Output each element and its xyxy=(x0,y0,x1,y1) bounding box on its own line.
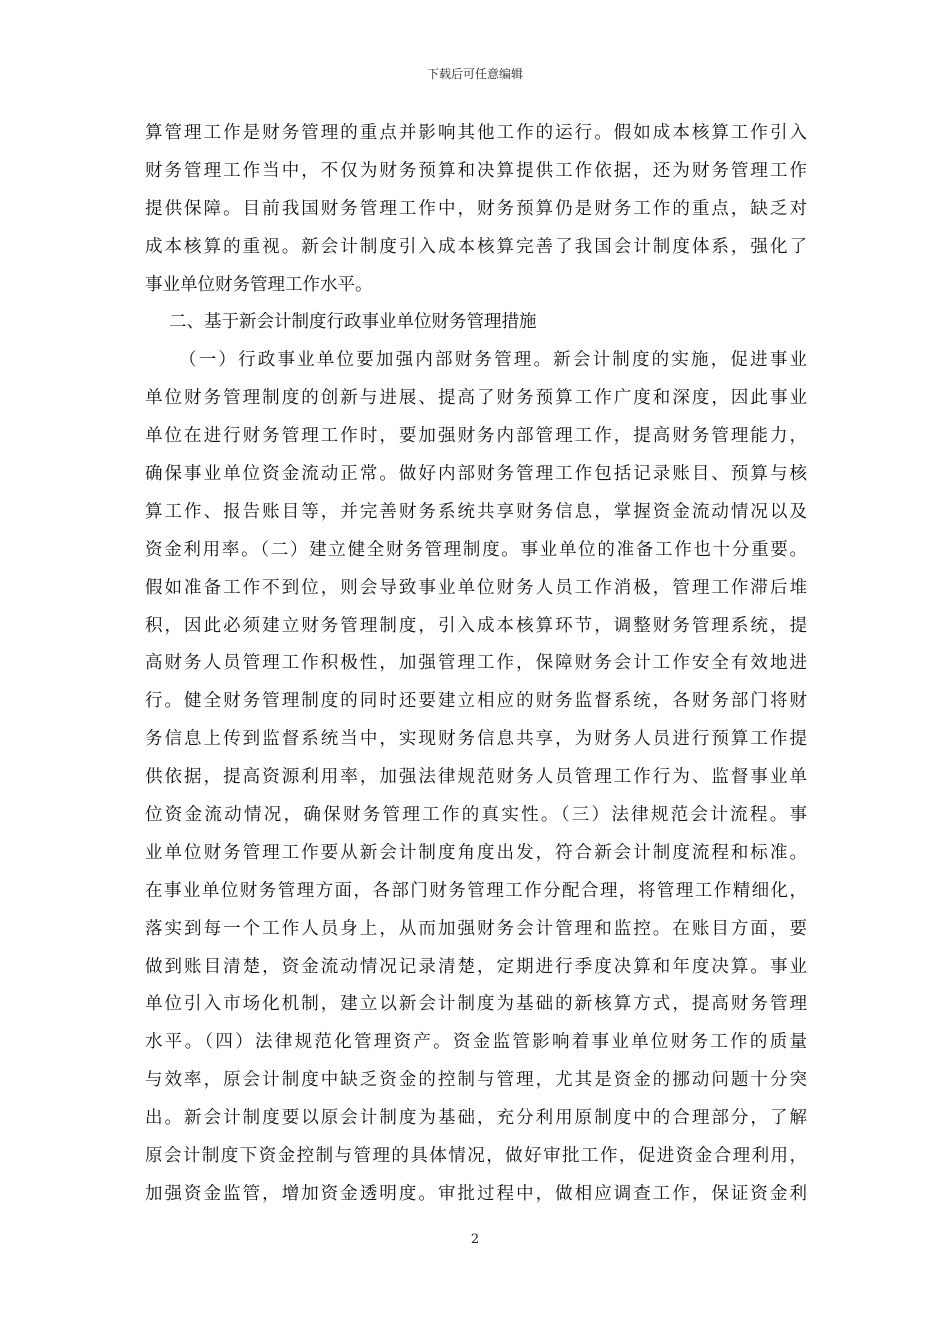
text-line: 与效率，原会计制度中缺乏资金的控制与管理，尤其是资金的挪动问题十分突 xyxy=(145,1070,807,1091)
text-line: 位资金流动情况，确保财务管理工作的真实性。（三）法律规范会计流程。事 xyxy=(145,805,807,826)
body-text xyxy=(145,115,807,1214)
text-line: 成本核算的重视。新会计制度引入成本核算完善了我国会计制度体系，强化了 xyxy=(145,236,807,257)
text-line: 提供保障。目前我国财务管理工作中，财务预算仍是财务工作的重点，缺乏对 xyxy=(145,198,807,219)
text-line: 在事业单位财务管理方面，各部门财务管理工作分配合理，将管理工作精细化， xyxy=(145,880,807,901)
text-line: 事业单位财务管理工作水平。 xyxy=(145,274,373,295)
text-line: 算管理工作是财务管理的重点并影响其他工作的运行。假如成本核算工作引入 xyxy=(145,123,807,143)
text-line: 单位在进行财务管理工作时，要加强财务内部管理工作，提高财务管理能力， xyxy=(145,426,807,447)
text-line: 确保事业单位资金流动正常。做好内部财务管理工作包括记录账目、预算与核 xyxy=(145,464,807,485)
text-line: 财务管理工作当中，不仅为财务预算和决算提供工作依据，还为财务管理工作 xyxy=(145,160,807,181)
text-line: 加强资金监管，增加资金透明度。审批过程中，做相应调查工作，保证资金利 xyxy=(145,1183,807,1204)
page-header: 下载后可任意编辑 xyxy=(426,67,523,81)
text-line: 资金利用率。（二）建立健全财务管理制度。事业单位的准备工作也十分重要。 xyxy=(145,539,807,560)
text-line: 假如准备工作不到位，则会导致事业单位财务人员工作消极，管理工作滞后堆 xyxy=(145,577,807,598)
text-line: 单位财务管理制度的创新与进展、提高了财务预算工作广度和深度，因此事业 xyxy=(145,388,807,409)
text-line: （一）行政事业单位要加强内部财务管理。新会计制度的实施，促进事业 xyxy=(179,350,807,371)
text-line: 供依据，提高资源利用率，加强法律规范财务人员管理工作行为、监督事业单 xyxy=(145,767,807,788)
text-line: 行。健全财务管理制度的同时还要建立相应的财务监督系统，各财务部门将财 xyxy=(145,691,807,712)
text-line: 积，因此必须建立财务管理制度，引入成本核算环节，调整财务管理系统，提 xyxy=(145,615,807,636)
text-line: 落实到每一个工作人员身上，从而加强财务会计管理和监控。在账目方面，要 xyxy=(145,918,807,939)
text-line: 高财务人员管理工作积极性，加强管理工作，保障财务会计工作安全有效地进 xyxy=(145,653,807,674)
page-number: 2 xyxy=(470,1232,480,1247)
text-line: 做到账目清楚，资金流动情况记录清楚，定期进行季度决算和年度决算。事业 xyxy=(145,956,807,977)
text-line: 务信息上传到监督系统当中，实现财务信息共享，为财务人员进行预算工作提 xyxy=(145,729,807,750)
text-line: 业单位财务管理工作要从新会计制度角度出发，符合新会计制度流程和标准。 xyxy=(145,842,807,863)
text-line: 水平。（四）法律规范化管理资产。资金监管影响着事业单位财务工作的质量 xyxy=(145,1032,807,1053)
text-line: 算工作、报告账目等，并完善财务系统共享财务信息，掌握资金流动情况以及 xyxy=(145,501,807,522)
text-line: 出。新会计制度要以原会计制度为基础，充分利用原制度中的合理部分，了解 xyxy=(145,1108,807,1129)
text-line: 原会计制度下资金控制与管理的具体情况，做好审批工作，促进资金合理利用， xyxy=(145,1146,807,1167)
text-line: 单位引入市场化机制，建立以新会计制度为基础的新核算方式，提高财务管理 xyxy=(145,994,807,1015)
section-heading: 二、基于新会计制度行政事业单位财务管理措施 xyxy=(169,312,537,333)
